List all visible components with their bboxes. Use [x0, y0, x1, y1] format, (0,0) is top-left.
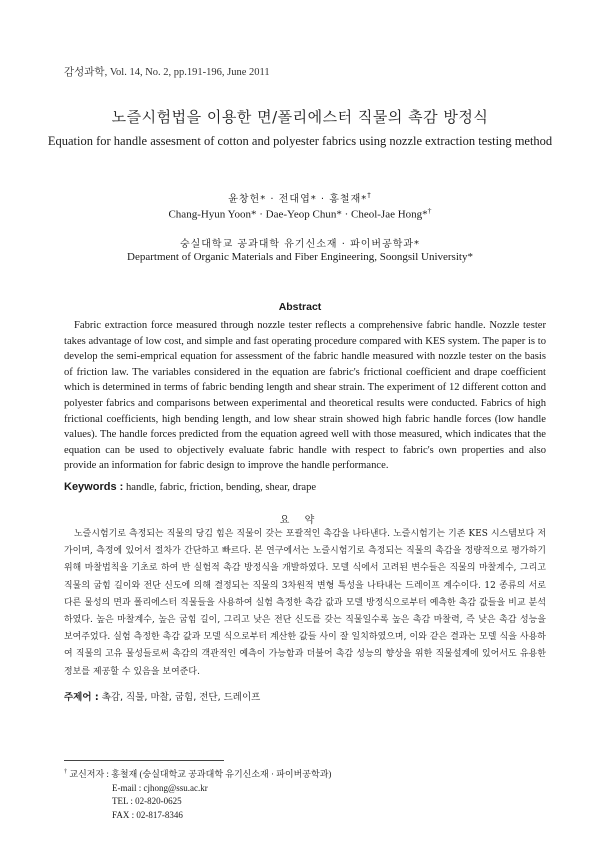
footnote-divider — [64, 760, 224, 761]
abstract-heading: Abstract — [278, 301, 322, 313]
corresponding-mark: † — [367, 191, 372, 200]
keywords-korean-label: 주제어 : — [64, 692, 99, 703]
footnote-fax: FAX : 02-817-8346 — [112, 809, 183, 820]
title-korean: 노즐시험법을 이용한 면/폴리에스터 직물의 촉감 방정식 — [111, 108, 489, 126]
keywords-list: handle, fabric, friction, bending, shear, drape — [123, 482, 317, 493]
footnote-author: 교신저자 : 홍철재 (숭실대학교 공과대학 유기신소재 · 파이버공학과) — [67, 769, 332, 779]
journal-reference: 감성과학, Vol. 14, No. 2, pp.191-196, June 2011 — [64, 67, 270, 78]
korean-abstract-text: 노즐시험기로 측정되는 직물의 당김 힘은 직물이 갖는 포괄적인 촉감을 나타낸다. 노즐시험기는 기존 KES 시스템보다 저가이며, 측정에 있어서 절차가 간단하고 빠르다. 본 연구에서는 노즐시험기로 측정되는 직물의 촉감을 정량적으로 평가하기 위해 마찰법칙을 기초로 하여 반 실험적 촉감 방정식을 개발하였다. 모델 식에서 고려된 변수들은 직물의 마찰계수, 그리고 직물의 굽힘 길이와 전단 신도에 의해 결정되는 직물의 3차원적 변형 특성을 나타내는 드레이프 계수이다. 12 종류의 서로 다른 물성의 면과 폴리에스터 직물들을 사용하여 실험 측정한 촉감 값과 모델 방정식으로부터 예측한 촉감 값들을 비교 분석하였다. 높은 마찰계수, 높은 굽힘 길이, 그리고 낮은 전단 신도를 갖는 직물일수록 높은 촉감 마찰력, 즉 낮은 촉감 성능을 보여주었다. 실험 측정한 촉감 값과 모델 식으로부터 계산한 값들 사이 잘 일치하였으며, 이와 같은 결과는 모델 식을 사용하여 직물의 고유 물성들로써 촉감의 객관적인 예측이 가능함과 더불어 촉감 성능의 향상을 위한 직물설계에 있어서도 유용한 정보를 제공할 수 있음을 보여준다. — [64, 529, 546, 677]
footnote-mark: † — [64, 768, 68, 775]
affiliation-korean: 숭실대학교 공과대학 유기신소재 · 파이버공학과* — [179, 239, 421, 250]
abstract-text: Fabric extraction force measured through nozzle tester reflects a comprehensive fabric handle. Nozzle tester takes advantage of low cost, and simple and fast operating procedure compared with KES system. The paper is to develop the semi-emprical equation for assessment of the fabric handle measured with nozzle tester on the basis of friction law. The variables considered in the equation are fabric's frictional coefficient and drape coefficient which is determined in terms of fabric bending length and shear strain. The experiment of 12 different cotton and polyester fabrics and comparisons between experimental and theoretical results were conducted. Fabrics of high frictional coefficients, high bending length, and low shear strain showed high fabric handle forces (low handle values). The handle forces predicted from the equation agreed well with those measured, which indicates that the equation can be used to objectively evaluate fabric handle with respect to fabric's own properties and also provide an information for fabric design to improve the handle performance. — [64, 320, 546, 472]
footnote-author-line — [64, 765, 331, 782]
keywords-english — [64, 481, 546, 493]
corresponding-mark: † — [427, 206, 432, 215]
authors-english — [0, 206, 600, 221]
keywords-korean — [64, 689, 546, 703]
footnote-email: E-mail : cjhong@ssu.ac.kr — [112, 782, 208, 793]
korean-abstract-heading: 요 약 — [279, 515, 321, 526]
authors-korean — [0, 190, 600, 205]
authors-korean-names: 윤창헌* · 전대엽* · 홍철재* — [228, 194, 368, 205]
keywords-korean-list: 촉감, 직물, 마찰, 굽힘, 전단, 드레이프 — [98, 692, 261, 703]
title-english: Equation for handle assesment of cotton and polyester fabrics using nozzle extraction testing method — [47, 134, 553, 148]
affiliation-english: Department of Organic Materials and Fiber Engineering, Soongsil University* — [127, 251, 473, 263]
authors-english-names: Chang-Hyun Yoon* · Dae-Yeop Chun* · Cheol-Jae Hong* — [168, 208, 428, 221]
keywords-label: Keywords : — [64, 481, 124, 493]
corresponding-author-footnote — [64, 765, 331, 822]
footnote-tel: TEL : 02-820-0625 — [112, 796, 182, 806]
